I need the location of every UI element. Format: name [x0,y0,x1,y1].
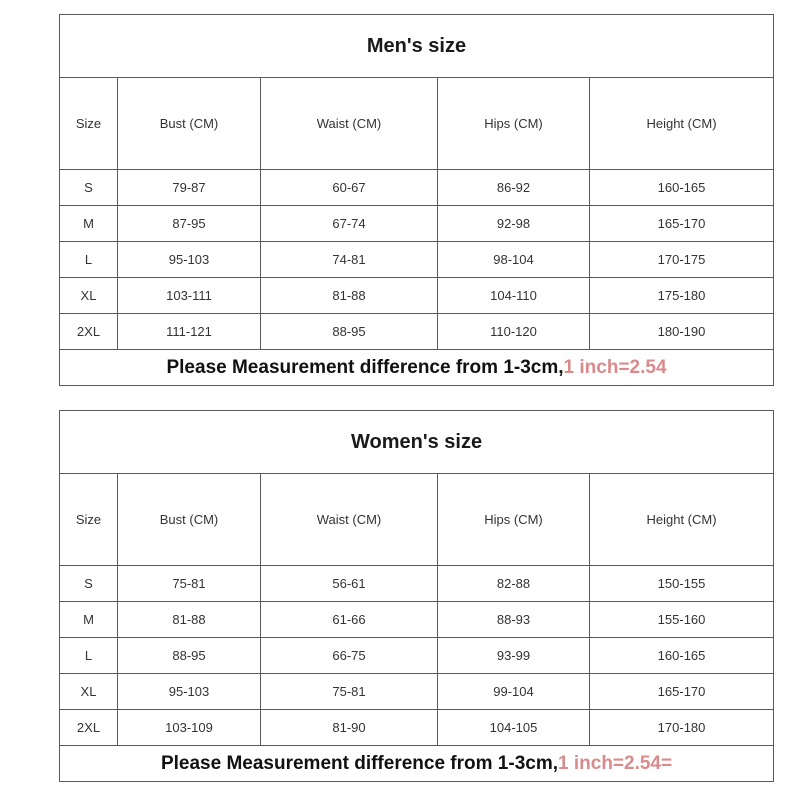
column-header: Hips (CM) [438,78,590,170]
measurement-cell: 82-88 [438,566,590,602]
table-row [60,242,774,278]
measurement-cell: 81-90 [261,710,438,746]
measurement-cell: 110-120 [438,314,590,350]
measurement-cell: 111-121 [118,314,261,350]
measurement-cell: 160-165 [590,638,774,674]
measurement-cell: 95-103 [118,674,261,710]
measurement-cell: 56-61 [261,566,438,602]
column-header: Waist (CM) [261,474,438,566]
measurement-cell: 60-67 [261,170,438,206]
column-header: Bust (CM) [118,474,261,566]
measurement-cell: 66-75 [261,638,438,674]
column-header: Height (CM) [590,474,774,566]
measurement-cell: 160-165 [590,170,774,206]
inch-conversion-note: 1 inch=2.54 [563,356,667,378]
header-row [60,78,774,170]
measurement-cell: 79-87 [118,170,261,206]
header-row [60,474,774,566]
measurement-cell: 88-93 [438,602,590,638]
table-title: Men's size [60,15,774,78]
column-header: Height (CM) [590,78,774,170]
column-header: Size [60,474,118,566]
column-header: Size [60,78,118,170]
note-text: Please Measurement difference from 1-3cm, [160,752,559,774]
womens-size-table [59,410,774,782]
measurement-note [60,746,774,782]
size-label-cell: 2XL [60,314,118,350]
measurement-cell: 92-98 [438,206,590,242]
measurement-cell: 104-105 [438,710,590,746]
measurement-note [60,350,774,386]
measurement-cell: 81-88 [118,602,261,638]
measurement-cell: 180-190 [590,314,774,350]
table-row [60,278,774,314]
size-label-cell: XL [60,674,118,710]
measurement-cell: 155-160 [590,602,774,638]
measurement-cell: 86-92 [438,170,590,206]
size-label-cell: S [60,170,118,206]
measurement-cell: 103-111 [118,278,261,314]
measurement-cell: 165-170 [590,674,774,710]
table-row [60,710,774,746]
mens-size-table [59,14,774,386]
measurement-cell: 150-155 [590,566,774,602]
measurement-cell: 104-110 [438,278,590,314]
table-body [60,566,774,746]
measurement-cell: 93-99 [438,638,590,674]
table-row [60,638,774,674]
size-label-cell: 2XL [60,710,118,746]
table-row [60,206,774,242]
measurement-cell: 75-81 [118,566,261,602]
measurement-cell: 61-66 [261,602,438,638]
table-row [60,674,774,710]
measurement-cell: 75-81 [261,674,438,710]
measurement-cell: 74-81 [261,242,438,278]
table-body [60,170,774,350]
note-text: Please Measurement difference from 1-3cm, [166,356,564,378]
size-label-cell: M [60,206,118,242]
measurement-cell: 103-109 [118,710,261,746]
size-label-cell: S [60,566,118,602]
measurement-cell: 99-104 [438,674,590,710]
table-row [60,170,774,206]
measurement-cell: 98-104 [438,242,590,278]
measurement-cell: 81-88 [261,278,438,314]
measurement-cell: 95-103 [118,242,261,278]
measurement-cell: 87-95 [118,206,261,242]
measurement-cell: 170-180 [590,710,774,746]
table-row [60,314,774,350]
table-row [60,602,774,638]
inch-conversion-note: 1 inch=2.54= [558,752,673,774]
table-title: Women's size [60,411,774,474]
measurement-cell: 165-170 [590,206,774,242]
measurement-cell: 88-95 [118,638,261,674]
table-row [60,566,774,602]
measurement-cell: 175-180 [590,278,774,314]
measurement-cell: 67-74 [261,206,438,242]
column-header: Waist (CM) [261,78,438,170]
column-header: Bust (CM) [118,78,261,170]
column-header: Hips (CM) [438,474,590,566]
measurement-cell: 170-175 [590,242,774,278]
measurement-cell: 88-95 [261,314,438,350]
size-label-cell: XL [60,278,118,314]
size-label-cell: L [60,242,118,278]
size-label-cell: M [60,602,118,638]
size-label-cell: L [60,638,118,674]
